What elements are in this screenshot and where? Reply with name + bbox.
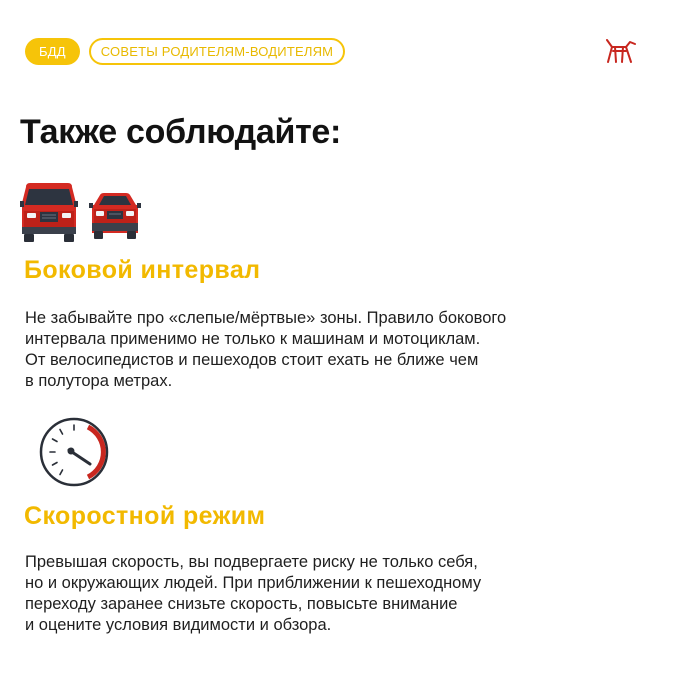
section-heading-speed-mode: Скоростной режим xyxy=(24,502,266,530)
section-text-side-interval: Не забывайте про «слепые/мёртвые» зоны. Правило бокового интервала применимо не только к машинам и мотоциклам. От велосипедистов и пешеходов стоит ехать не ближе чем в полутора метрах. xyxy=(25,309,507,390)
cars-icon xyxy=(20,181,142,245)
page-title: Также соблюдайте: xyxy=(20,113,342,151)
header-tags xyxy=(25,38,345,65)
tag-bdd: БДД xyxy=(25,38,80,65)
van-icon xyxy=(20,183,78,242)
section-heading-side-interval: Боковой интервал xyxy=(24,256,261,284)
section-text-speed-mode: Превышая скорость, вы подвергаете риску не только себя, но и окружающих людей. При приближении к пешеходному переходу заранее снизьте скорость, повысьте внимание и оцените условия видимости и обзора. xyxy=(25,553,482,634)
horse-logo-icon xyxy=(604,36,640,66)
speedometer-icon xyxy=(38,416,110,488)
car-icon xyxy=(89,193,141,239)
tag-parents-advice: СОВЕТЫ РОДИТЕЛЯМ-ВОДИТЕЛЯМ xyxy=(89,38,345,65)
